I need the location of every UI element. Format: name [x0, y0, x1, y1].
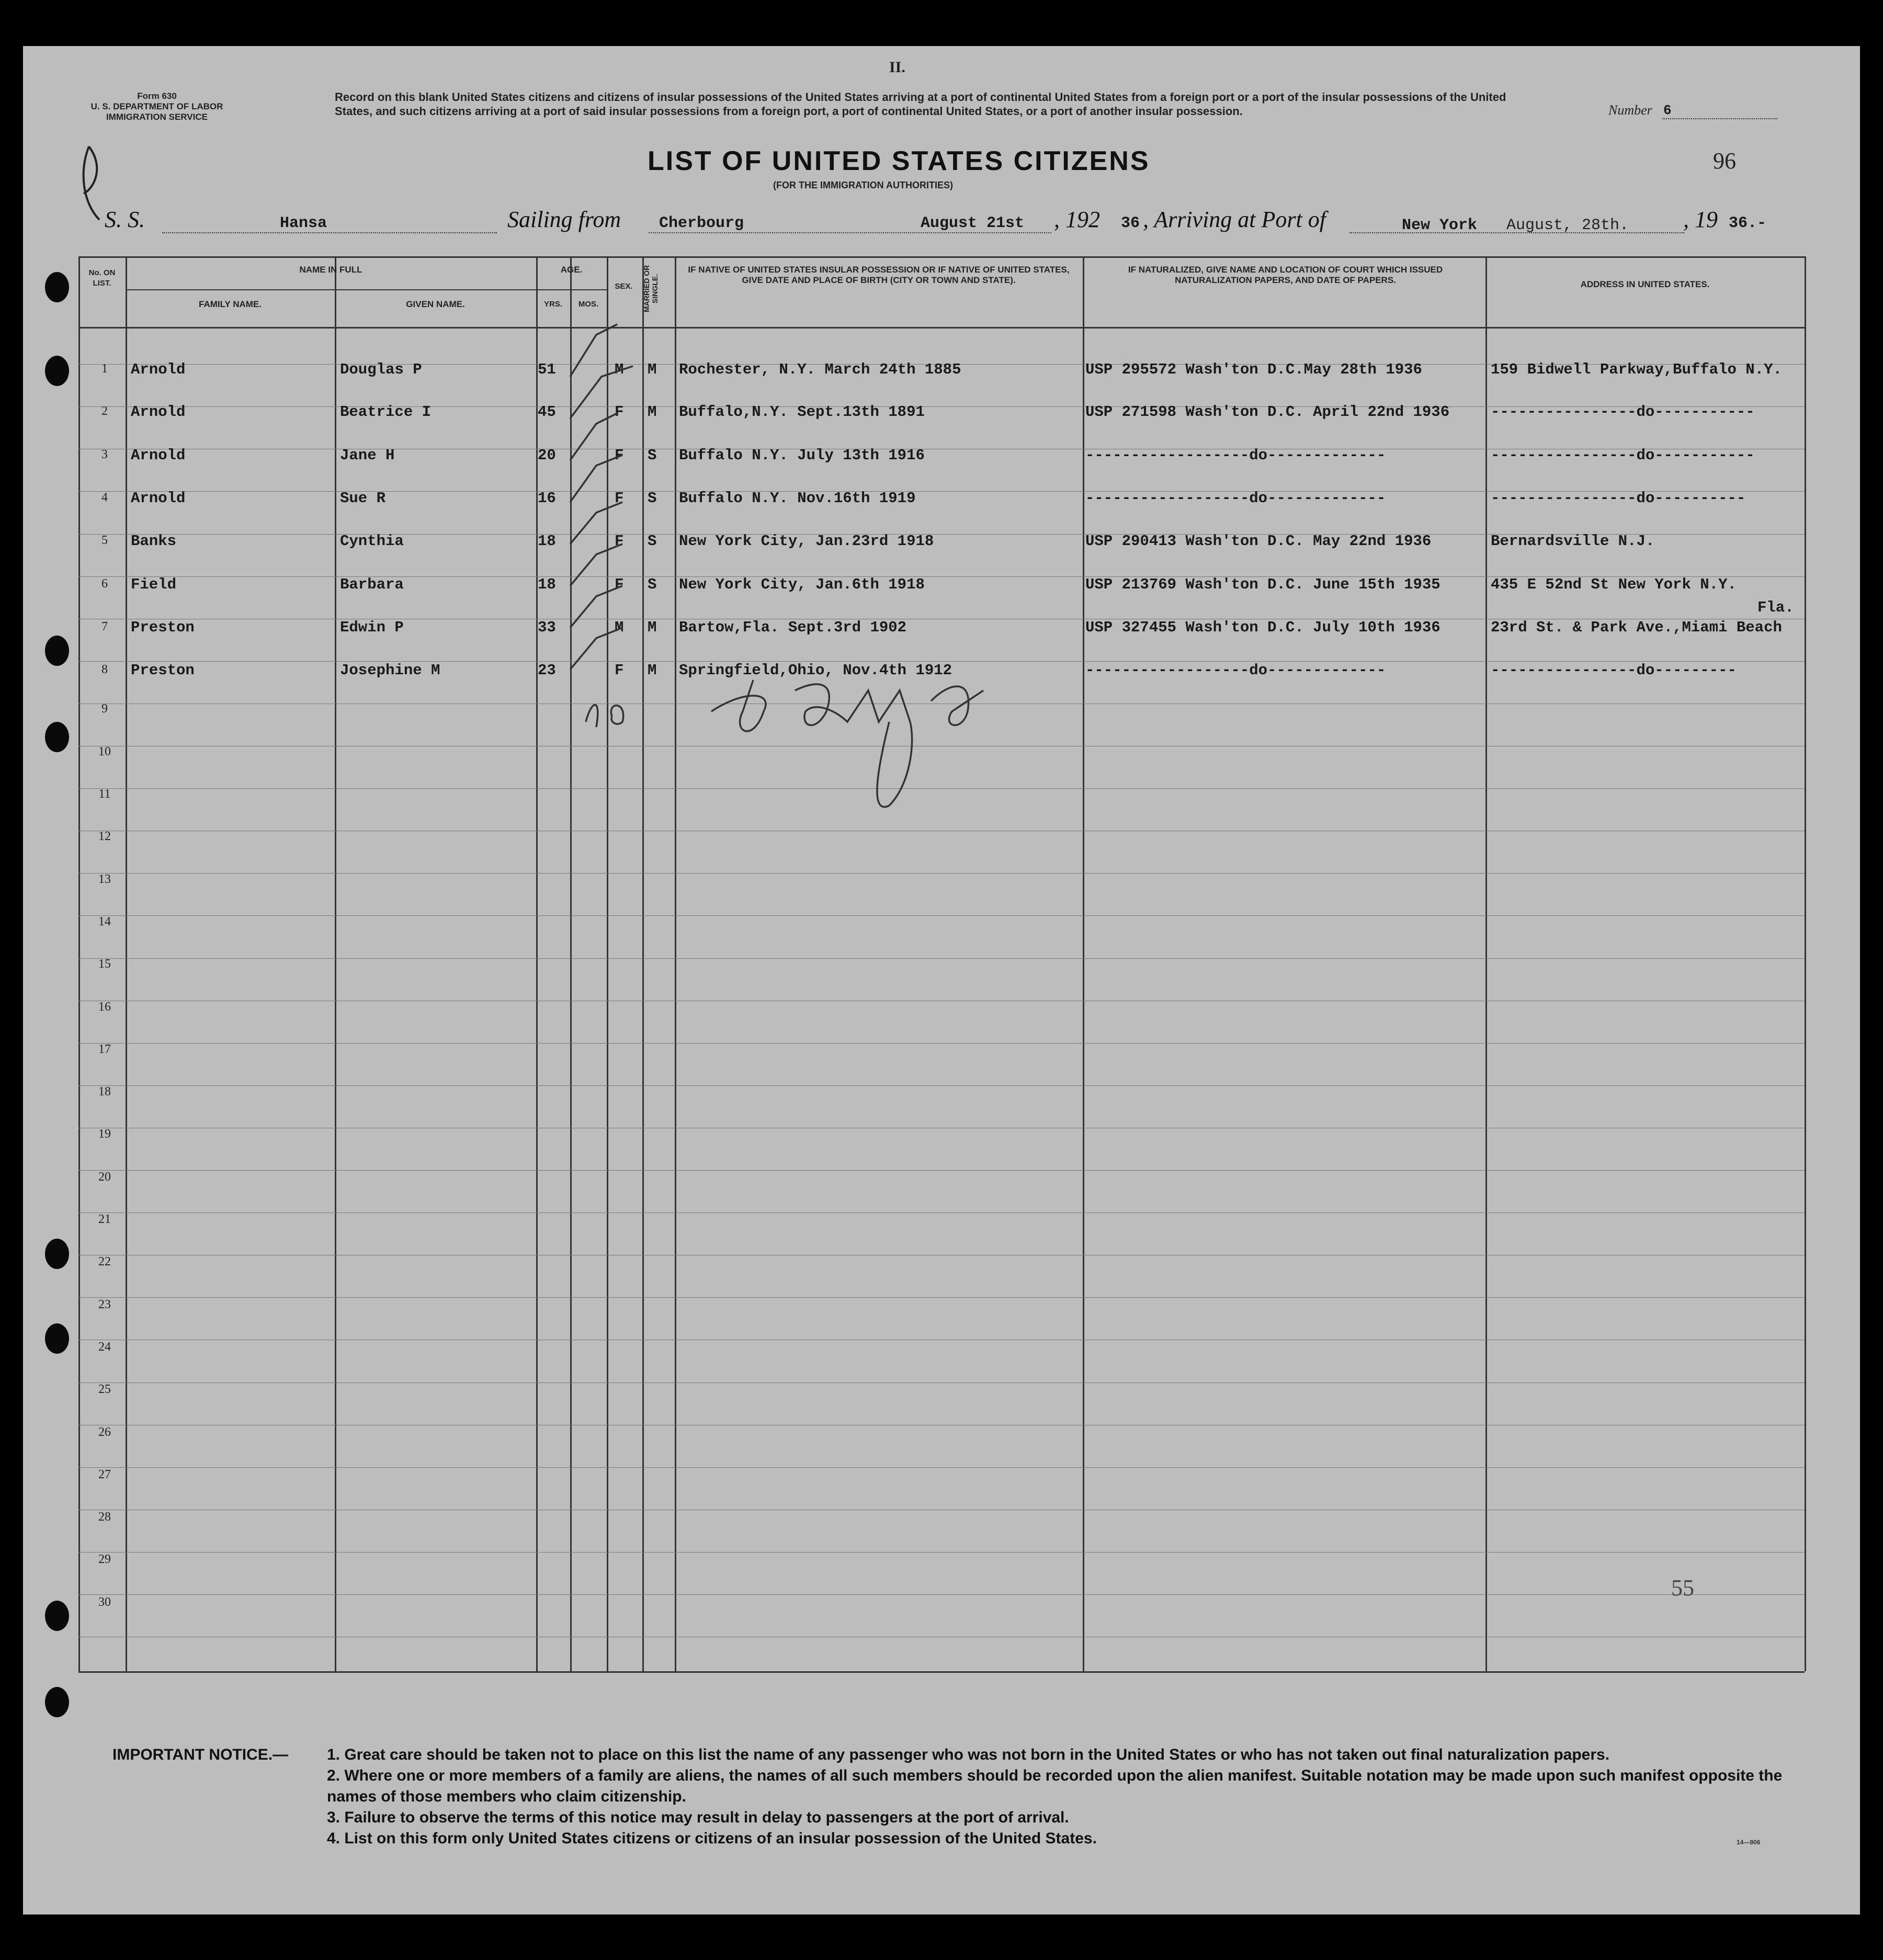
col-naturalized-header: IF NATURALIZED, GIVE NAME AND LOCATION OF COURT WHICH ISSUED NATURALIZATION PAPERS, AND DATE OF PAPERS.	[1128, 265, 1443, 285]
notice-item: 1. Great care should be taken not to place on this list the name of any passenger who was not born in the United States or who has not taken out final naturalization papers.	[327, 1746, 1610, 1763]
marital-status: M	[648, 619, 657, 636]
address: 23rd St. & Park Ave.,Miami Beach	[1491, 619, 1782, 636]
birthplace-date: Buffalo N.Y. July 13th 1916	[679, 447, 925, 464]
marital-status: M	[648, 403, 657, 421]
col-married-header: MARRIED OR SINGLE.	[642, 265, 659, 313]
row-number: 27	[98, 1468, 111, 1481]
grid-line	[536, 289, 607, 290]
col-family-header: FAMILY NAME.	[199, 299, 262, 309]
address: ----------------do----------	[1491, 490, 1746, 507]
grid-line	[78, 1085, 1805, 1086]
col-name-header: NAME IN FULL	[299, 265, 362, 275]
row-number: 28	[98, 1510, 111, 1524]
naturalization: USP 327455 Wash'ton D.C. July 10th 1936	[1085, 619, 1440, 636]
family-name: Arnold	[131, 403, 186, 421]
row-number: 1	[101, 362, 108, 376]
sailing-port: Cherbourg	[659, 214, 744, 232]
marital-status: S	[648, 533, 657, 550]
grid-line	[126, 256, 127, 1671]
grid-line	[1485, 256, 1487, 1671]
family-name: Arnold	[131, 361, 186, 378]
grid-line	[335, 256, 336, 1671]
form-number: Form 630	[137, 91, 177, 101]
birthplace-date: Buffalo,N.Y. Sept.13th 1891	[679, 403, 925, 421]
row-number: 25	[98, 1383, 111, 1396]
sailing-date: August 21st	[921, 214, 1025, 232]
grid-line	[78, 1594, 1805, 1595]
age-years: 20	[538, 447, 556, 464]
row-number: 29	[98, 1553, 111, 1566]
grid-line	[78, 915, 1805, 916]
address: Bernardsville N.J.	[1491, 533, 1655, 550]
ss-label: S. S.	[105, 207, 145, 232]
sex: F	[615, 662, 624, 679]
row-number: 3	[101, 448, 108, 461]
sex: M	[615, 361, 624, 378]
birthplace-date: New York City, Jan.6th 1918	[679, 576, 925, 593]
sex: F	[615, 576, 624, 593]
notice-item: 3. Failure to observe the terms of this notice may result in delay to passengers at the port of arrival.	[327, 1809, 1069, 1826]
row-number: 4	[101, 491, 108, 504]
age-years: 16	[538, 490, 556, 507]
row-number: 2	[101, 404, 108, 418]
row-number: 22	[98, 1255, 111, 1268]
year-prefix-1: , 192	[1054, 207, 1100, 232]
year-1: 36	[1121, 214, 1140, 232]
given-name: Josephine M	[340, 662, 440, 679]
row-number: 10	[98, 745, 111, 758]
row-number: 11	[98, 787, 111, 801]
birthplace-date: New York City, Jan.23rd 1918	[679, 533, 934, 550]
given-name: Barbara	[340, 576, 404, 593]
sex: F	[615, 447, 624, 464]
grid-line	[78, 1671, 1805, 1673]
sailing-label: Sailing from	[507, 207, 621, 232]
handwritten-marks	[554, 314, 1077, 826]
address: ----------------do---------	[1491, 662, 1737, 679]
family-name: Preston	[131, 619, 195, 636]
age-years: 18	[538, 576, 556, 593]
naturalization: ------------------do-------------	[1085, 490, 1386, 507]
year-2: 36.-	[1729, 214, 1767, 232]
grid-line	[78, 958, 1805, 959]
grid-line	[126, 289, 536, 290]
address: 159 Bidwell Parkway,Buffalo N.Y.	[1491, 361, 1782, 378]
age-years: 18	[538, 533, 556, 550]
row-number: 21	[98, 1213, 111, 1226]
birthplace-date: Springfield,Ohio, Nov.4th 1912	[679, 662, 952, 679]
given-name: Beatrice I	[340, 403, 432, 421]
family-name: Arnold	[131, 490, 186, 507]
grid-line	[78, 256, 80, 1671]
ship-name: Hansa	[280, 214, 327, 232]
row-number: 14	[98, 915, 111, 928]
stamp-number: 55	[1671, 1575, 1694, 1601]
family-name: Arnold	[131, 447, 186, 464]
marital-status: S	[648, 576, 657, 593]
marital-status: M	[648, 662, 657, 679]
sex: F	[615, 533, 624, 550]
row-number: 9	[101, 702, 108, 716]
page-mark: II.	[889, 59, 905, 76]
family-name: Field	[131, 576, 177, 593]
naturalization: USP 295572 Wash'ton D.C.May 28th 1936	[1085, 361, 1422, 378]
row-number: 5	[101, 534, 108, 547]
sex: F	[615, 490, 624, 507]
grid-line	[78, 1467, 1805, 1468]
arrival-date: August, 28th.	[1506, 217, 1629, 234]
age-years: 51	[538, 361, 556, 378]
age-years: 45	[538, 403, 556, 421]
row-number: 24	[98, 1340, 111, 1354]
year-prefix-2: , 19	[1683, 207, 1718, 232]
age-years: 23	[538, 662, 556, 679]
row-number: 6	[101, 577, 108, 591]
row-number: 23	[98, 1298, 111, 1311]
family-name: Preston	[131, 662, 195, 679]
notice-label: IMPORTANT NOTICE.—	[112, 1746, 289, 1763]
grid-line	[78, 1297, 1805, 1298]
grid-line	[78, 256, 1805, 258]
page-subtitle: (FOR THE IMMIGRATION AUTHORITIES)	[773, 180, 953, 190]
page-title: LIST OF UNITED STATES CITIZENS	[648, 146, 1150, 176]
sex: F	[615, 403, 624, 421]
col-sex-header: SEX.	[615, 282, 633, 291]
row-number: 26	[98, 1425, 111, 1439]
col-address-header: ADDRESS IN UNITED STATES.	[1580, 279, 1710, 289]
row-number: 12	[98, 830, 111, 843]
service: IMMIGRATION SERVICE	[106, 112, 208, 122]
col-no-header: No. ON LIST.	[88, 268, 116, 288]
given-name: Jane H	[340, 447, 395, 464]
grid-line	[1083, 256, 1084, 1671]
address: ----------------do-----------	[1491, 403, 1755, 421]
col-mos-header: MOS.	[578, 300, 599, 309]
naturalization: ------------------do-------------	[1085, 447, 1386, 464]
col-age-header: AGE.	[560, 265, 583, 275]
marital-status: S	[648, 490, 657, 507]
intro-text: Record on this blank United States citizens and citizens of insular possessions of the United States arriving at a port of continental United States from a foreign port or a port of the insular possessions of the United States, and such citizens arriving at a port of said insular possessions from a foreign port, a port of continental United States, or a port of another insular possession.	[335, 90, 1506, 118]
naturalization: USP 290413 Wash'ton D.C. May 22nd 1936	[1085, 533, 1432, 550]
grid-line	[536, 256, 538, 1671]
birthplace-date: Rochester, N.Y. March 24th 1885	[679, 361, 961, 378]
row-number: 15	[98, 957, 111, 971]
grid-line	[78, 1170, 1805, 1171]
arriving-label: , Arriving at Port of	[1143, 207, 1326, 232]
grid-line	[1805, 256, 1806, 1671]
row-number: 13	[98, 873, 111, 886]
row-number: 20	[98, 1170, 111, 1184]
department: U. S. DEPARTMENT OF LABOR	[90, 101, 223, 111]
address: ----------------do-----------	[1491, 447, 1755, 464]
naturalization: ------------------do-------------	[1085, 662, 1386, 679]
grid-line	[78, 1043, 1805, 1044]
marital-status: S	[648, 447, 657, 464]
naturalization: USP 213769 Wash'ton D.C. June 15th 1935	[1085, 576, 1440, 593]
sheet-number: 96	[1713, 148, 1736, 174]
address: 435 E 52nd St New York N.Y.	[1491, 576, 1737, 593]
row-number: 17	[98, 1043, 111, 1056]
row-number: 7	[101, 620, 108, 633]
given-name: Douglas P	[340, 361, 422, 378]
col-yrs-header: YRS.	[543, 300, 562, 309]
row-number: 8	[101, 663, 108, 676]
number-value: 6	[1663, 103, 1672, 118]
grid-line	[78, 1552, 1805, 1553]
given-name: Cynthia	[340, 533, 404, 550]
col-birth-header: IF NATIVE OF UNITED STATES INSULAR POSSESSION OR IF NATIVE OF UNITED STATES, GIVE DATE AND PLACE OF BIRTH (CITY OR TOWN AND STATE).	[688, 265, 1070, 285]
arrival-port: New York	[1402, 217, 1478, 234]
birthplace-date: Buffalo N.Y. Nov.16th 1919	[679, 490, 916, 507]
sex: M	[615, 619, 624, 636]
notice-items	[327, 1744, 1823, 1849]
col-given-header: GIVEN NAME.	[406, 299, 465, 309]
row-number: 30	[98, 1595, 111, 1609]
notice-item: 2. Where one or more members of a family are aliens, the names of all such members should be recorded upon the alien manifest. Suitable notation may be made upon such manifest opposite the names of those members who claim citizenship.	[327, 1767, 1783, 1805]
marital-status: M	[648, 361, 657, 378]
row-number: 16	[98, 1000, 111, 1014]
age-years: 33	[538, 619, 556, 636]
number-label: Number	[1608, 103, 1652, 118]
naturalization: USP 271598 Wash'ton D.C. April 22nd 1936	[1085, 403, 1450, 421]
birthplace-date: Bartow,Fla. Sept.3rd 1902	[679, 619, 907, 636]
given-name: Edwin P	[340, 619, 404, 636]
print-code: 14—906	[1737, 1839, 1761, 1846]
row-number: 18	[98, 1085, 111, 1098]
notice-item: 4. List on this form only United States citizens or citizens of an insular possession of the United States.	[327, 1830, 1097, 1847]
given-name: Sue R	[340, 490, 386, 507]
grid-line	[78, 873, 1805, 874]
row-number: 19	[98, 1127, 111, 1141]
family-name: Banks	[131, 533, 177, 550]
address-state: Fla.	[1757, 599, 1794, 616]
